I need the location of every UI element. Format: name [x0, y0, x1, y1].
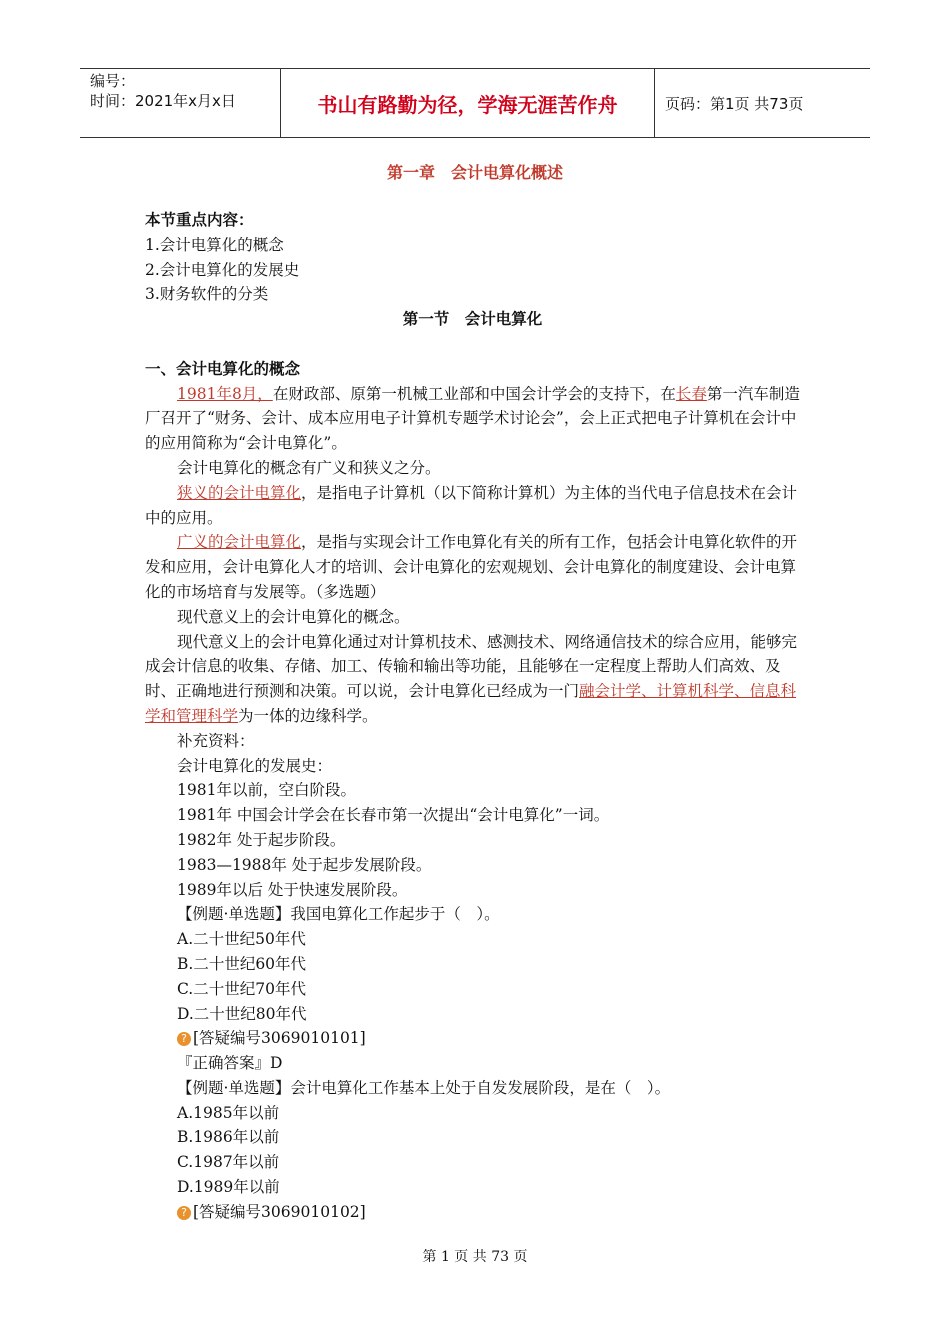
paragraph-broad: 广义的会计电算化，是指与实现会计工作电算化有关的所有工作，包括会计电算化软件的开发和应用，会计电算化人才的培训、会计电算化的宏观规划、会计电算化的制度建设、会计电算化的市场培育与发展等。（多选题） — [145, 533, 798, 601]
highlight-date: 1981年8月， — [177, 384, 273, 403]
highlight-city: 长春 — [675, 384, 707, 403]
question-option: A.1985年以前 — [177, 1103, 280, 1122]
question-option: D.二十世纪80年代 — [177, 1004, 307, 1023]
highlight-disciplines: 融会计学、计算机科学、信息科学和管理科学 — [145, 682, 797, 725]
question-option: A.二十世纪50年代 — [177, 930, 306, 949]
highlight-broad: 广义的会计电算化 — [177, 533, 302, 552]
paragraph-origin: 1981年8月，在财政部、原第一机械工业部和中国会计学会的支持下，在长春第一汽车制造厂召开了“财务、会计、成本应用电子计算机专题学术讨论会”，会上正式把电子计算机在会计中的应用简称为“会计电算化”。 — [145, 384, 800, 453]
paragraph-concept: 会计电算化的概念有广义和狭义之分。 — [177, 458, 441, 477]
header-motto: 书山有路勤为径，学海无涯苦作舟 — [281, 69, 655, 137]
correct-answer: 『正确答案』D — [177, 1054, 283, 1073]
question-option: B.二十世纪60年代 — [177, 954, 307, 973]
number-label: 编号： — [90, 72, 136, 90]
header-left-cell — [80, 69, 281, 137]
page-header — [80, 68, 870, 138]
question-option: C.二十世纪70年代 — [177, 979, 306, 998]
chapter-title: 第一章 会计电算化概述 — [386, 163, 563, 182]
document-body — [145, 208, 800, 1225]
key-points-title: 本节重点内容： — [145, 211, 254, 229]
answer-ref-link[interactable]: ? [答疑编号3069010101] — [145, 1026, 800, 1051]
spacer — [145, 332, 800, 357]
question-mark-icon: ? — [177, 1032, 191, 1046]
paragraph-modern-title: 现代意义上的会计电算化的概念。 — [177, 607, 410, 626]
date-label: 时间：2021年x月x日 — [90, 92, 236, 110]
question-option: C.1987年以前 — [177, 1153, 280, 1172]
question-stem: 【例题·单选题】会计电算化工作基本上处于自发发展阶段，是在（ ）。 — [177, 1078, 671, 1097]
history-item: 1981年 中国会计学会在长春市第一次提出“会计电算化”一词。 — [177, 806, 610, 825]
history-item: 1982年 处于起步阶段。 — [177, 830, 346, 849]
question-stem: 【例题·单选题】我国电算化工作起步于（ ）。 — [177, 905, 500, 924]
highlight-narrow: 狭义的会计电算化 — [177, 483, 302, 502]
paragraph-narrow: 狭义的会计电算化，是指电子计算机（以下简称计算机）为主体的当代电子信息技术在会计中的应用。 — [145, 483, 798, 527]
supplement-label: 补充资料： — [177, 731, 255, 750]
supplement-title: 会计电算化的发展史： — [177, 756, 333, 775]
key-point-item: 3.财务软件的分类 — [145, 285, 269, 304]
question-option: D.1989年以前 — [177, 1178, 280, 1197]
history-item: 1989年以后 处于快速发展阶段。 — [177, 880, 408, 899]
paragraph-modern: 现代意义上的会计电算化通过对计算机技术、感测技术、网络通信技术的综合应用，能够完成会计信息的收集、存储、加工、传输和输出等功能，且能够在一定程度上帮助人们高效、及时、正确地进行预测和决策。可以说，会计电算化已经成为一门融会计学、计算机科学、信息科学和管理科学为一体的边缘科学。 — [145, 632, 798, 725]
key-point-item: 2.会计电算化的发展史 — [145, 260, 300, 279]
header-page-info: 页码：第1页 共73页 — [665, 94, 804, 113]
history-item: 1981年以前，空白阶段。 — [177, 781, 356, 800]
answer-ref-link[interactable]: ? [答疑编号3069010102] — [145, 1200, 800, 1225]
sub-title: 一、会计电算化的概念 — [145, 359, 301, 378]
page-footer: 第 1 页 共 73 页 — [422, 1249, 528, 1265]
history-item: 1983—1988年 处于起步发展阶段。 — [177, 855, 432, 874]
section-title: 第一节 会计电算化 — [402, 310, 543, 329]
key-point-item: 1.会计电算化的概念 — [145, 235, 284, 254]
question-mark-icon: ? — [177, 1206, 191, 1220]
question-option: B.1986年以前 — [177, 1128, 280, 1147]
